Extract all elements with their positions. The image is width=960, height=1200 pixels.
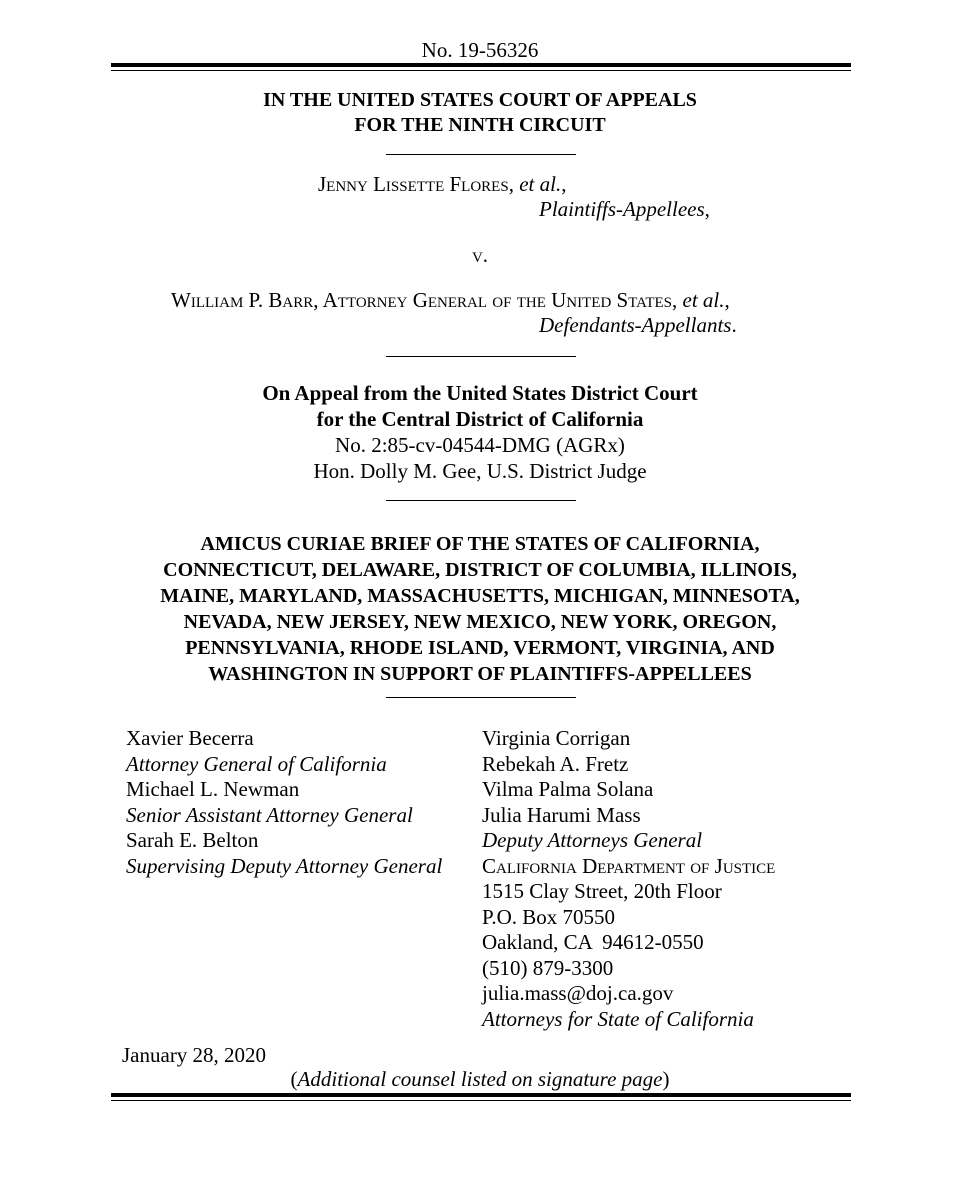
brief-title-line: WASHINGTON IN SUPPORT OF PLAINTIFFS-APPELLEES <box>208 663 752 685</box>
counsel-name: Michael L. Newman <box>126 777 300 801</box>
brief-title-line: CONNECTICUT, DELAWARE, DISTRICT OF COLUMBIA, ILLINOIS, <box>163 559 797 581</box>
defendant-etal: et al <box>682 288 720 312</box>
plaintiff-etal: et al <box>519 172 556 196</box>
appeal-line-2: for the Central District of California <box>316 407 644 431</box>
plaintiff-line: Jenny Lissette Flores, et al., <box>318 172 567 196</box>
filing-date: January 28, 2020 <box>122 1043 267 1067</box>
address-line-2: P.O. Box 70550 <box>482 904 616 929</box>
versus: v. <box>471 243 489 267</box>
divider-3 <box>386 500 576 501</box>
defendant-name: William P. Barr, Attorney General of the United States <box>171 288 673 312</box>
attorneys-for: Attorneys for State of California <box>482 1006 754 1031</box>
counsel-name: Sarah E. Belton <box>126 828 259 852</box>
brief-title-line: AMICUS CURIAE BRIEF OF THE STATES OF CALIFORNIA, <box>200 533 760 555</box>
divider-2 <box>386 356 576 357</box>
counsel-name: Xavier Becerra <box>126 726 254 750</box>
brief-title <box>0 531 960 687</box>
counsel-title: Senior Assistant Attorney General <box>126 802 413 827</box>
appeal-info <box>0 380 960 484</box>
additional-counsel-note: (Additional counsel listed on signature page) <box>290 1067 670 1091</box>
brief-title-line: MAINE, MARYLAND, MASSACHUSETTS, MICHIGAN, MINNESOTA, <box>160 585 800 607</box>
bottom-double-rule <box>111 1093 851 1097</box>
counsel-name: Julia Harumi Mass <box>482 802 641 827</box>
counsel-title: Deputy Attorneys General <box>482 828 703 852</box>
email-address: julia.mass@doj.ca.gov <box>482 981 674 1005</box>
additional-counsel-text: Additional counsel listed on signature page <box>297 1067 663 1091</box>
defendant-line: William P. Barr, Attorney General of the United States, et al., <box>171 288 730 312</box>
counsel-right-column <box>482 726 775 1032</box>
defendant-role-line: Defendants-Appellants. <box>539 313 737 337</box>
plaintiff-role-line: Plaintiffs-Appellees, <box>539 197 710 221</box>
plaintiff-name: Jenny Lissette Flores <box>318 172 509 196</box>
defendant-role: Defendants-Appellants <box>539 313 732 337</box>
district-judge: Hon. Dolly M. Gee, U.S. District Judge <box>313 459 647 483</box>
counsel-name: Vilma Palma Solana <box>482 777 654 801</box>
plaintiff-role: Plaintiffs-Appellees <box>539 197 705 221</box>
address-line-3: Oakland, CA 94612-0550 <box>482 930 704 954</box>
address-line-1: 1515 Clay Street, 20th Floor <box>482 879 722 903</box>
court-line-1: IN THE UNITED STATES COURT OF APPEALS <box>263 89 697 111</box>
divider-4 <box>386 697 576 698</box>
divider-1 <box>386 154 576 155</box>
counsel-title: Attorney General of California <box>126 751 387 776</box>
top-double-rule <box>111 63 851 67</box>
brief-title-line: PENNSYLVANIA, RHODE ISLAND, VERMONT, VIRGINIA, AND <box>185 637 775 659</box>
court-line-2: FOR THE NINTH CIRCUIT <box>354 114 606 136</box>
counsel-title: Supervising Deputy Attorney General <box>126 853 443 878</box>
office-name: California Department of Justice <box>482 853 776 878</box>
case-number: No. 19-56326 <box>421 38 539 62</box>
appeal-line-1: On Appeal from the United States District Court <box>262 381 698 405</box>
docket-number: No. 2:85-cv-04544-DMG (AGRx) <box>335 433 625 457</box>
counsel-name: Virginia Corrigan <box>482 726 631 750</box>
counsel-name: Rebekah A. Fretz <box>482 751 629 776</box>
brief-title-line: NEVADA, NEW JERSEY, NEW MEXICO, NEW YORK, OREGON, <box>183 611 777 633</box>
court-caption <box>0 88 960 138</box>
phone-number: (510) 879-3300 <box>482 955 614 980</box>
counsel-left-column <box>126 726 442 879</box>
